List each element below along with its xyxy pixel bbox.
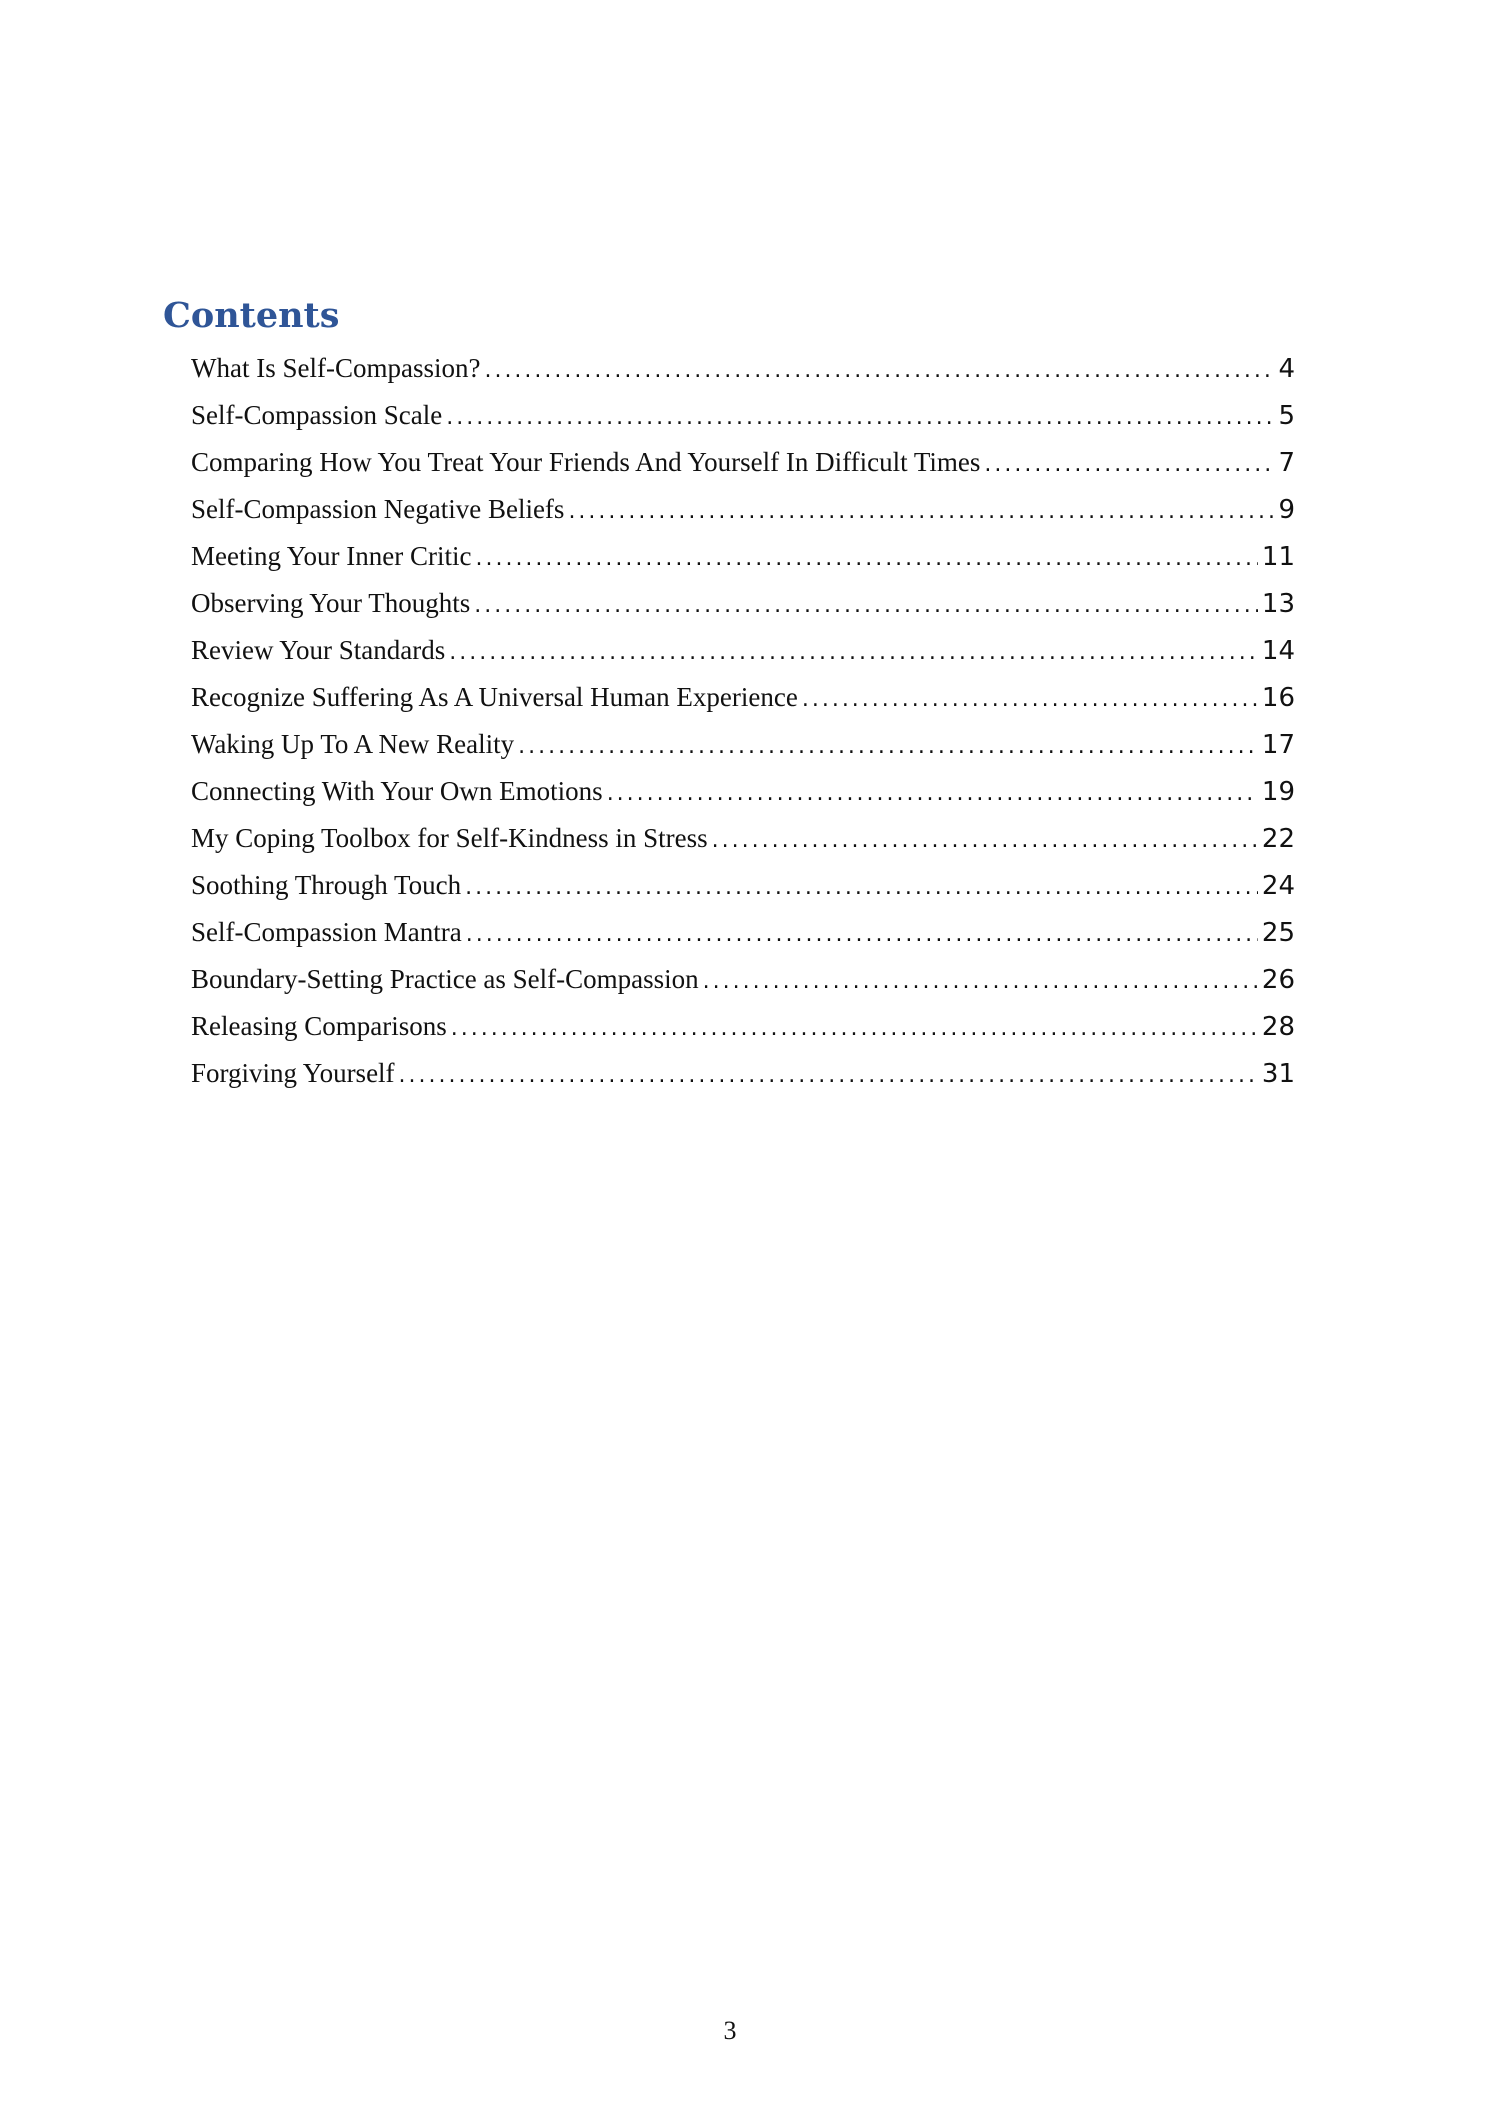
toc-entry-page: 13 (1261, 589, 1295, 619)
toc-entry-page: 31 (1261, 1059, 1295, 1089)
dot-leader (475, 535, 1257, 582)
toc-entry[interactable] (191, 674, 1295, 721)
toc-entry[interactable] (191, 1050, 1295, 1097)
toc-entry-label: Review Your Standards (191, 635, 446, 665)
dot-leader (703, 958, 1258, 1005)
toc-entry-page: 11 (1261, 542, 1295, 572)
dot-leader (484, 347, 1274, 394)
dot-leader (984, 441, 1274, 488)
dot-leader (465, 864, 1258, 911)
dot-leader (474, 582, 1258, 629)
toc-entry-label: Releasing Comparisons (191, 1011, 447, 1041)
toc-entry[interactable] (191, 439, 1295, 486)
toc-entry[interactable] (191, 862, 1295, 909)
dot-leader (712, 817, 1258, 864)
toc-entry-label: Self-Compassion Scale (191, 400, 443, 430)
toc-entry-label: Forgiving Yourself (191, 1058, 395, 1088)
toc-entry[interactable] (191, 815, 1295, 862)
toc-title: Contents (163, 295, 340, 336)
dot-leader (607, 770, 1258, 817)
toc-entry-label: My Coping Toolbox for Self-Kindness in Stress (191, 823, 708, 853)
toc-entry[interactable] (191, 768, 1295, 815)
toc-entry-page: 17 (1261, 730, 1295, 760)
toc-entry-label: Comparing How You Treat Your Friends And Yourself In Difficult Times (191, 447, 981, 477)
toc-entry[interactable] (191, 580, 1295, 627)
toc-entry[interactable] (191, 721, 1295, 768)
toc-entry-label: Connecting With Your Own Emotions (191, 776, 603, 806)
toc-entry[interactable] (191, 392, 1295, 439)
toc-entry-label: Soothing Through Touch (191, 870, 462, 900)
toc-entry-label: Observing Your Thoughts (191, 588, 471, 618)
toc-entry-page: 14 (1261, 636, 1295, 666)
dot-leader (449, 629, 1258, 676)
toc-entry-label: What Is Self-Compassion? (191, 353, 481, 383)
page-number: 3 (723, 2016, 737, 2045)
toc-entry[interactable] (191, 533, 1295, 580)
dot-leader (399, 1052, 1258, 1099)
toc-entry[interactable] (191, 486, 1295, 533)
toc-entry-page: 5 (1278, 401, 1295, 431)
toc-entry[interactable] (191, 627, 1295, 674)
toc-entry[interactable] (191, 956, 1295, 1003)
toc-entry-page: 9 (1278, 495, 1295, 525)
toc-entry-label: Boundary-Setting Practice as Self-Compassion (191, 964, 699, 994)
toc-entry-page: 25 (1261, 918, 1295, 948)
toc-entry-label: Self-Compassion Mantra (191, 917, 462, 947)
toc-entry[interactable] (191, 1003, 1295, 1050)
dot-leader (802, 676, 1258, 723)
toc-entry[interactable] (191, 345, 1295, 392)
toc-entry-page: 7 (1278, 448, 1295, 478)
toc-entry-page: 26 (1261, 965, 1295, 995)
toc-entry-page: 4 (1278, 354, 1295, 384)
toc-entry-page: 19 (1261, 777, 1295, 807)
dot-leader (518, 723, 1258, 770)
toc-list (163, 345, 1295, 1097)
toc-entry-label: Recognize Suffering As A Universal Human Experience (191, 682, 798, 712)
table-of-contents (163, 293, 1295, 1097)
toc-entry[interactable] (191, 909, 1295, 956)
dot-leader (446, 394, 1274, 441)
toc-entry-label: Meeting Your Inner Critic (191, 541, 472, 571)
toc-entry-label: Self-Compassion Negative Beliefs (191, 494, 565, 524)
toc-entry-page: 28 (1261, 1012, 1295, 1042)
toc-entry-page: 22 (1261, 824, 1295, 854)
dot-leader (451, 1005, 1258, 1052)
toc-entry-page: 24 (1261, 871, 1295, 901)
dot-leader (568, 488, 1274, 535)
toc-entry-label: Waking Up To A New Reality (191, 729, 515, 759)
toc-entry-page: 16 (1261, 683, 1295, 713)
dot-leader (466, 911, 1258, 958)
